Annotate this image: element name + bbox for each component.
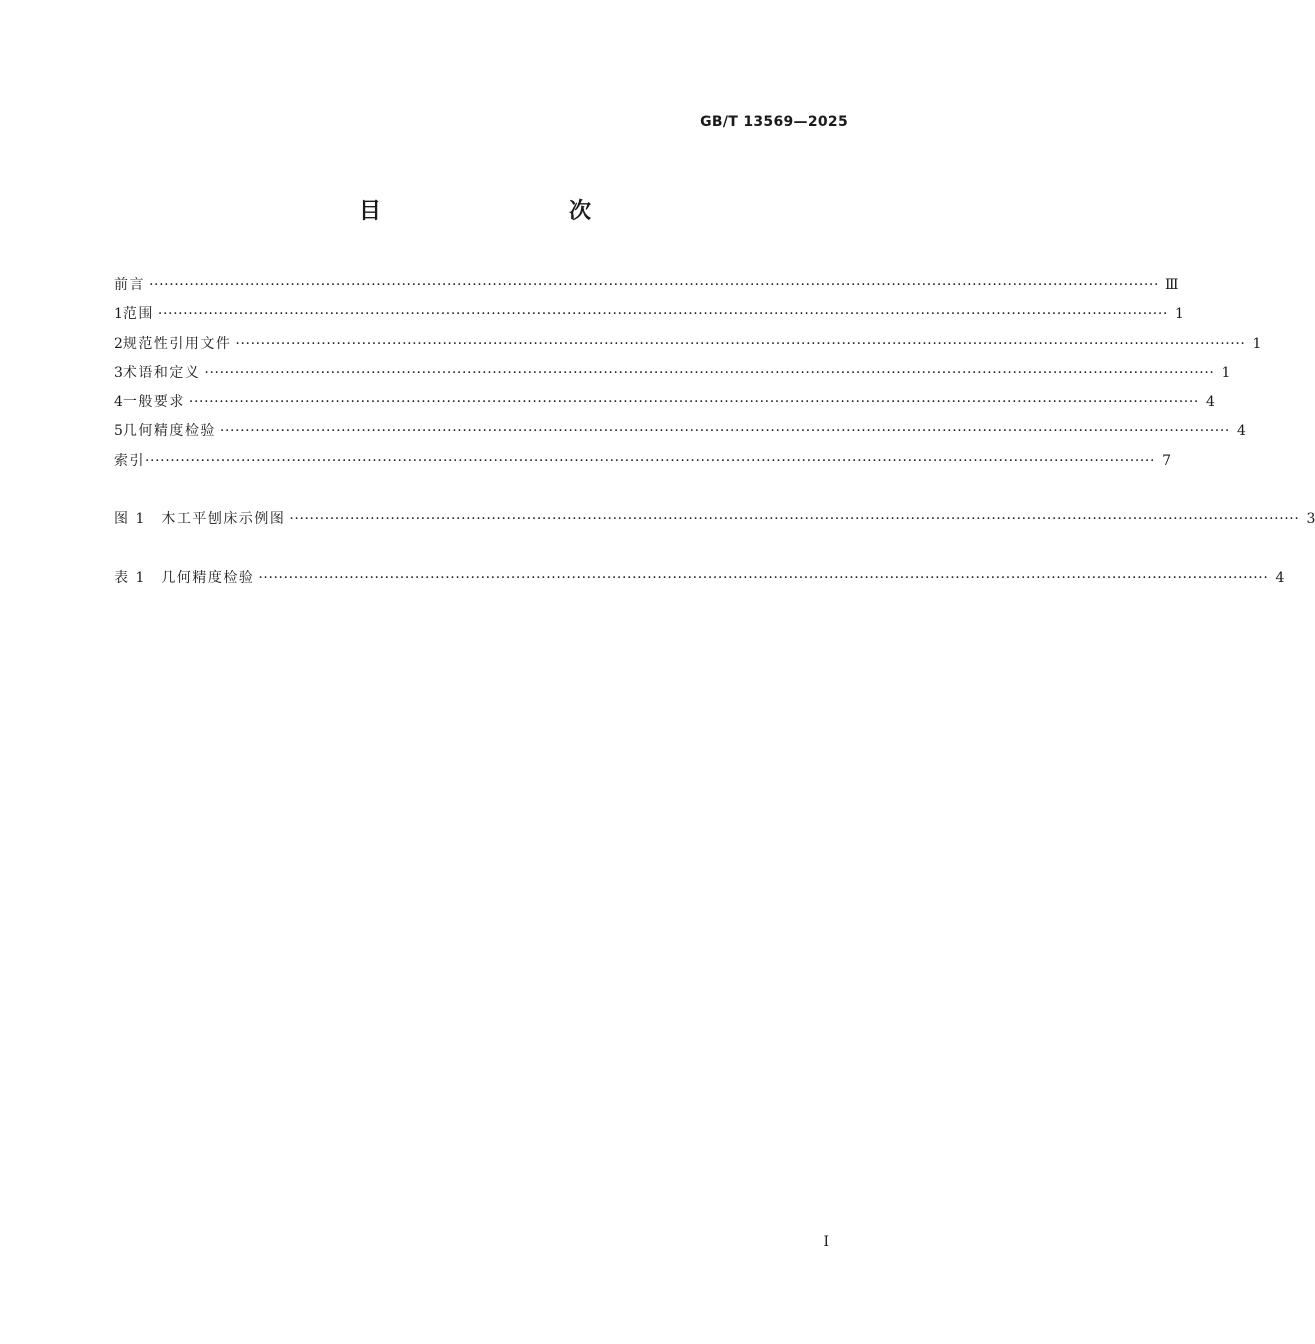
spacer — [114, 535, 849, 564]
toc-entry-label: 术语和定义 — [122, 364, 201, 381]
dot-leader: ········································································································································································································ — [188, 394, 1199, 411]
toc-entry-label: 图 1 木工平刨床示例图 — [114, 511, 286, 528]
spacer — [114, 476, 849, 505]
toc-entry-normative-references[interactable] — [114, 330, 1262, 359]
toc-entry-number: 1 — [114, 306, 123, 323]
toc-entry-scope[interactable] — [114, 300, 1184, 329]
toc-entry-table-1[interactable] — [114, 564, 1285, 593]
toc-entry-number: 3 — [114, 364, 123, 381]
toc-entry-label: 前言 — [114, 277, 145, 293]
toc-entry-general-requirements[interactable] — [114, 388, 1215, 417]
dot-leader: ········································································································································································································ — [289, 511, 1300, 528]
toc-entry-page: 7 — [1162, 452, 1172, 469]
toc-entry-label: 一般要求 — [122, 394, 185, 411]
toc-entry-label: 表 1 几何精度检验 — [114, 569, 255, 586]
dot-leader: ········································································································································································································ — [258, 569, 1269, 586]
toc-entry-label: 范围 — [122, 306, 154, 323]
toc-entry-figure-1[interactable] — [114, 505, 1315, 534]
dot-leader: ········································································································································································································ — [157, 306, 1168, 323]
toc-entry-number: 5 — [114, 423, 123, 440]
toc-entry-page: 1 — [1221, 364, 1231, 381]
toc-entry-label: 几何精度检验 — [122, 423, 216, 440]
dot-leader: ········································································································································································································ — [235, 335, 1246, 352]
toc-entry-geometric-accuracy[interactable] — [114, 417, 1246, 446]
toc-entry-terms[interactable] — [114, 359, 1231, 388]
dot-leader: ········································································································································································································ — [149, 277, 1160, 293]
toc-entry-foreword[interactable] — [114, 271, 1179, 300]
toc-entry-number: 4 — [114, 394, 123, 411]
dot-leader: ········································································································································································································ — [145, 452, 1156, 469]
toc-entry-page: 1 — [1252, 335, 1262, 352]
dot-leader: ········································································································································································································ — [219, 423, 1230, 440]
toc-entry-page: 4 — [1237, 423, 1246, 440]
page-title: 目 次 — [358, 199, 639, 224]
toc-entry-page: 3 — [1306, 511, 1315, 528]
table-of-contents — [114, 271, 1315, 593]
toc-entry-index[interactable] — [114, 447, 1172, 476]
toc-entry-page: 4 — [1206, 394, 1215, 411]
document-code: GB/T 13569—2025 — [700, 114, 848, 130]
toc-entry-page: 1 — [1175, 306, 1184, 323]
toc-entry-label: 索引 — [114, 452, 145, 469]
page-number: I — [823, 1234, 829, 1250]
toc-entry-page: 4 — [1275, 569, 1285, 586]
dot-leader: ········································································································································································································ — [204, 364, 1215, 381]
toc-entry-label: 规范性引用文件 — [122, 335, 232, 352]
toc-entry-page: Ⅲ — [1165, 277, 1179, 293]
toc-entry-number: 2 — [114, 335, 123, 352]
